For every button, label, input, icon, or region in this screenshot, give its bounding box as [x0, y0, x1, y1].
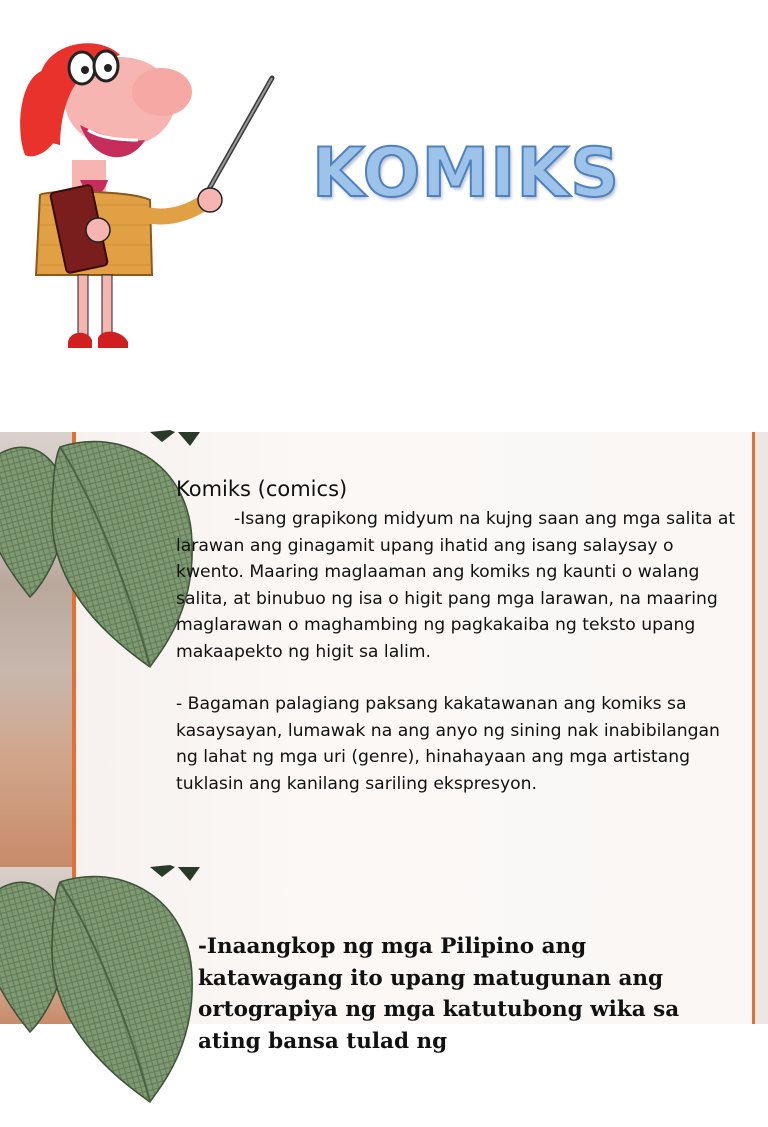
- right-decorative-band: [755, 432, 768, 867]
- right-decorative-band: [755, 867, 768, 1024]
- adaptation-paragraph: -Inaangkop ng mga Pilipino ang katawagang ito upang matugunan ang ortograpiya ng mga katutubong wika sa ating bansa tulad ng: [198, 934, 680, 1054]
- leaves-icon: [0, 867, 210, 1127]
- slide-3: [0, 867, 768, 1054]
- slide-3-content: [198, 931, 738, 1057]
- section-heading: Komiks (comics): [176, 477, 348, 501]
- right-accent-line: [752, 432, 755, 867]
- slide-2-content: [176, 474, 742, 797]
- slide-1: [0, 0, 768, 432]
- definition-paragraph: -Isang grapikong midyum na kujng saan ang mga salita at larawan ang ginagamit upang ihatid ang isang salaysay o kwento. Maaring maglaaman ang komiks ng kaunti o walang salita, at binubuo ng isa o higit pang mga larawan, na maaring maglarawan o maghambing ng pagkakaiba ng teksto upang makaapekto ng higit sa lalim.: [176, 509, 736, 662]
- slide-2: [0, 432, 768, 867]
- slide-title: KOMIKS: [312, 134, 621, 213]
- teacher-with-pointer-icon: [10, 30, 290, 370]
- history-paragraph: - Bagaman palagiang paksang kakatawanan ang komiks sa kasaysayan, lumawak na ang anyo ng sining nak inabibilangan ng lahat ng mga uri (genre), hinahayaan ang mga artistang tuklasin ang kanilang sariling ekspresyon.: [176, 694, 720, 794]
- right-accent-line: [752, 867, 755, 1024]
